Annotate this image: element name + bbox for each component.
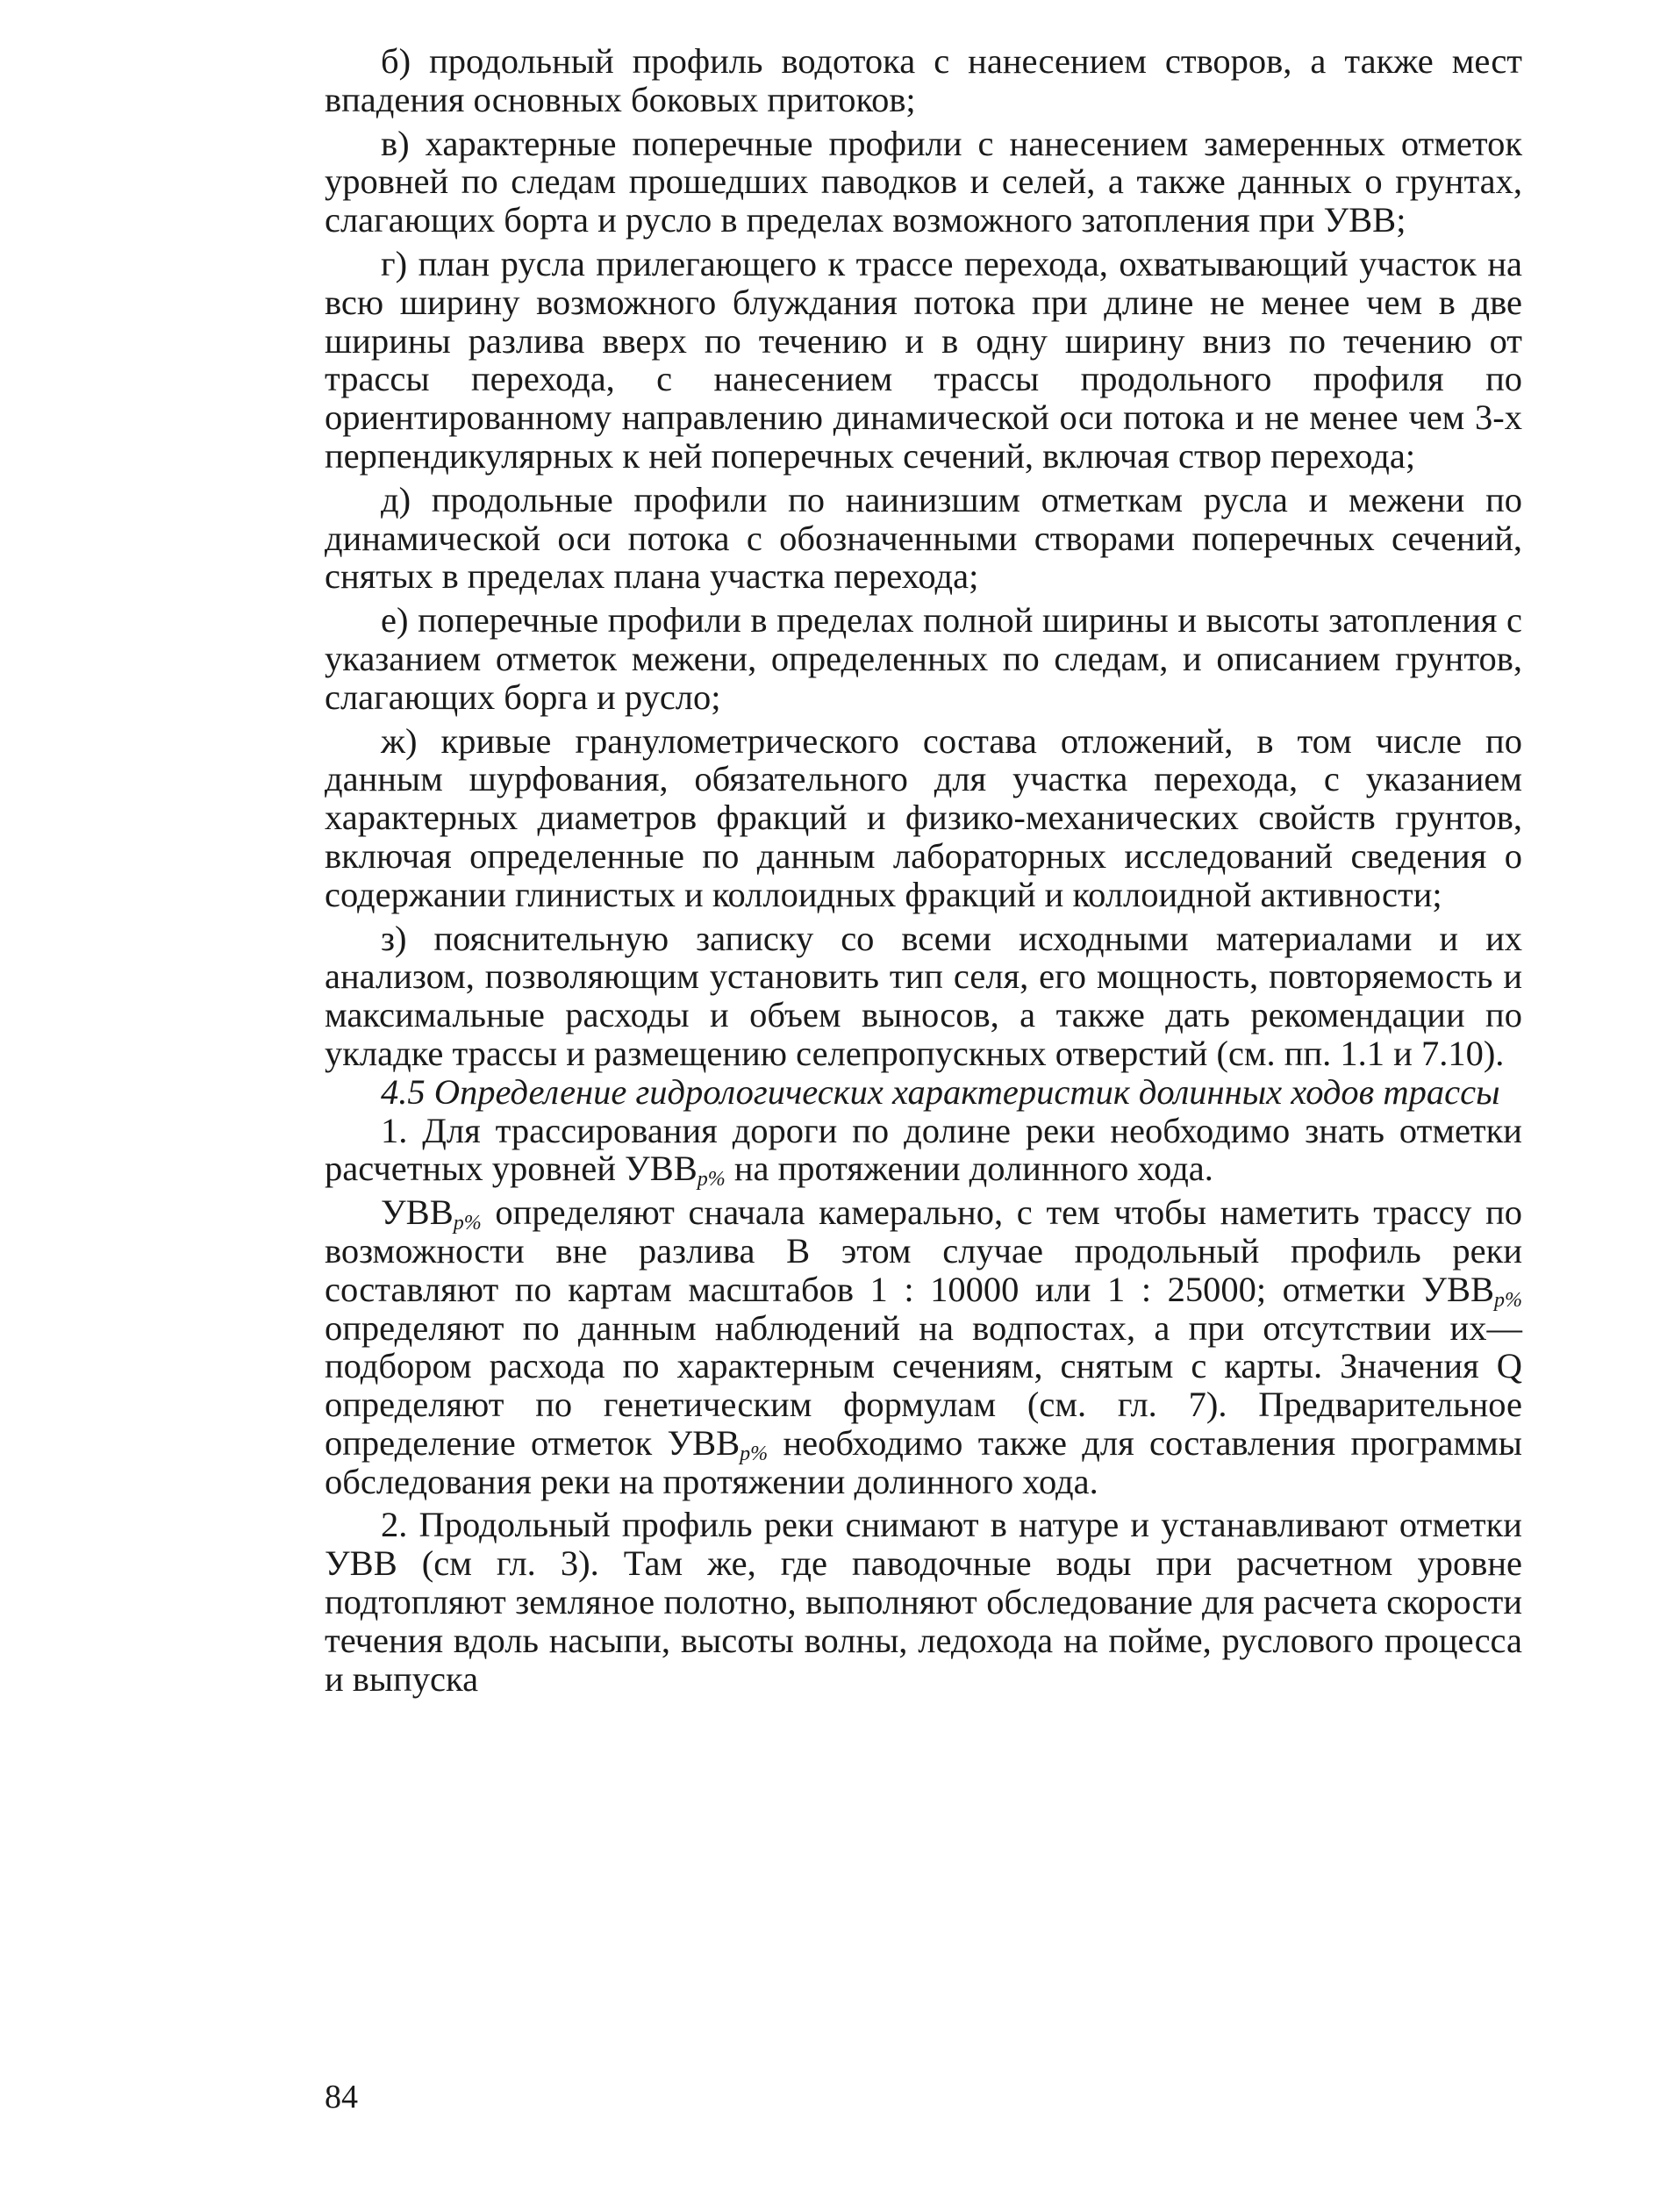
s2-subscript-2: p% — [1494, 1288, 1522, 1312]
paragraph-item-b: б) продольный профиль водотока с нанесением створов, а также мест впадения основных боковых притоков; — [325, 41, 1522, 119]
paragraph-item-v: в) характерные поперечные профили с нанесением замеренных отметок уровней по следам прошедших паводков и селей, а также данных о грунтах, слагающих борта и русло в пределах возможного затопления при УВВ; — [325, 123, 1522, 240]
s2-text-c: определяют по данным наблюдений на водпостах, а при отсутствии их—подбором расхода по характерным сечениям, снятым с карты. Значения Q определяют по генетическим формулам (см. гл. 7). Предварительное определение отметок УВВ — [325, 1307, 1522, 1463]
section-paragraph-2 — [325, 1193, 1522, 1500]
s1-subscript: p% — [697, 1168, 726, 1192]
s2-subscript-1: p% — [453, 1212, 482, 1235]
section-heading: 4.5 Определение гидрологических характеристик долинных ходов трассы — [381, 1071, 1500, 1112]
paragraph-item-zh: ж) кривые гранулометрического состава отложений, в том числе по данным шурфования, обязательного для участка перехода, с указанием характерных диаметров фракций и физико-механических свойств грунтов, включая определенные по данным лабораторных исследований сведения о содержании глинистых и коллоидных фракций и коллоидной активности; — [325, 720, 1522, 914]
page-body — [325, 42, 1522, 2148]
page-number: 84 — [325, 2079, 358, 2115]
s2-text-d: необходимо также для составления программы обследования реки на протяжении долинного хода. — [325, 1422, 1522, 1501]
section-paragraph-3: 2. Продольный профиль реки снимают в натуре и устанавливают отметки УВВ (см гл. 3). Там же, где паводочные воды при расчетном уровне подтопляют земляное полотно, выполняют обследование для расчета скорости течения вдоль насыпи, высоты волны, ледохода на пойме, руслового процесса и выпуска — [325, 1505, 1522, 1699]
paragraph-item-g: г) план русла прилегающего к трассе перехода, охватывающий участок на всю ширину возможного блуждания потока при длине не менее чем в две ширины разлива вверх по течению и в одну ширину вниз по течению от трассы перехода, с нанесением трассы продольного профиля по ориентированному направлению динамической оси потока и не менее чем 3-х перпендикулярных к ней поперечных сечений, включая створ перехода; — [325, 243, 1522, 476]
s2-text-a: УВВ — [381, 1192, 454, 1233]
s1-text-b: на протяжении долинного хода. — [725, 1149, 1213, 1189]
s2-subscript-3: p% — [740, 1442, 769, 1465]
paragraph-item-z: з) пояснительную записку со всеми исходными материалами и их анализом, позволяющим установить тип селя, его мощность, повторяемость и максимальные расходы и объем выносов, а также дать рекомендации по укладке трассы и размещению селепропускных отверстий (см. пп. 1.1 и 7.10). — [325, 918, 1522, 1073]
s2-text-b: определяют сначала камерально, с тем чтобы наметить трассу по возможности вне разлива В этом случае продольный профиль реки составляют по картам масштабов 1 : 10000 или 1 : 25000; отметки УВВ — [325, 1192, 1522, 1309]
text-block — [325, 42, 1522, 1698]
paragraph-item-e: е) поперечные профили в пределах полной ширины и высоты затопления с указанием отметок межени, определенных по следам, и описанием грунтов, слагающих борга и русло; — [325, 600, 1522, 717]
section-paragraph-1 — [325, 1110, 1522, 1192]
s1-text-a: 1. Для трассирования дороги по долине реки необходимо знать отметки расчетных уровней УВВ — [325, 1110, 1522, 1189]
paragraph-item-d: д) продольные профили по наинизшим отметкам русла и межени по динамической оси потока с обозначенными створами поперечных сечений, снятых в пределах плана участка перехода; — [325, 479, 1522, 597]
